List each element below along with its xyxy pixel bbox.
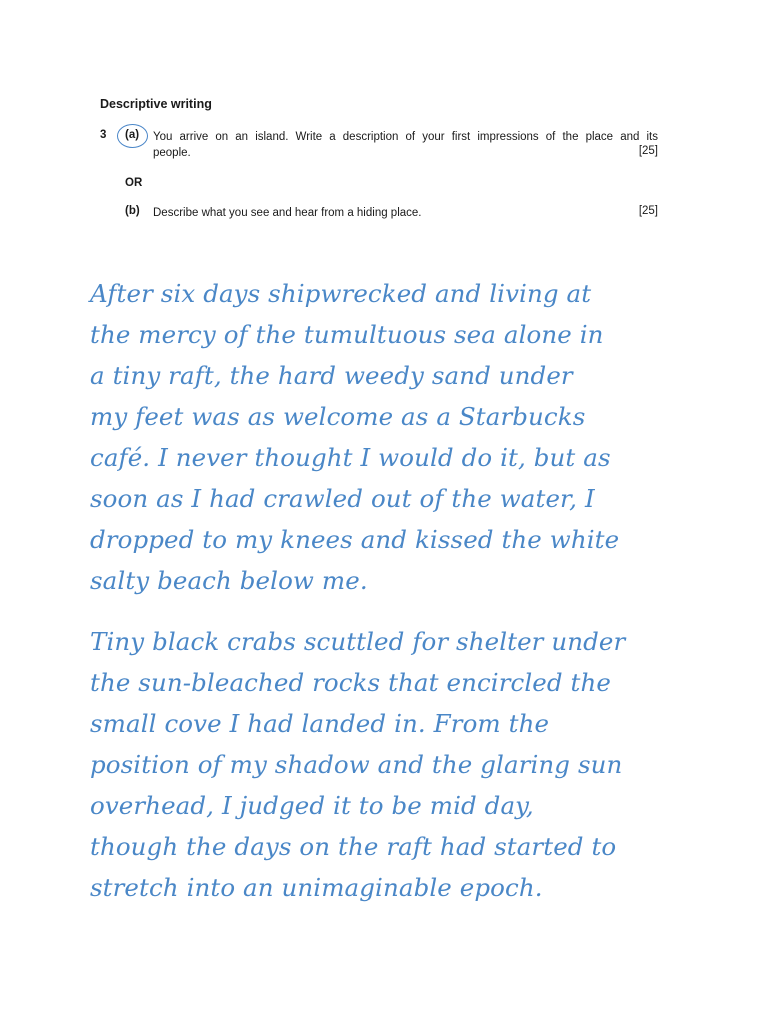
essay-line: soon as I had crawled out of the water, I — [90, 484, 595, 513]
part-b-text: Describe what you see and hear from a hiding place. — [153, 207, 422, 219]
part-a-text-line2: people. — [153, 147, 191, 159]
question-number: 3 — [100, 129, 107, 141]
part-a-text-line1: You arrive on an island. Write a description of your first impressions of the place and its — [153, 131, 658, 143]
essay-paragraph-1 — [90, 273, 730, 601]
or-label: OR — [125, 177, 143, 189]
essay-line: position of my shadow and the glaring sun — [90, 750, 623, 779]
handwritten-essay — [90, 273, 730, 908]
essay-line: the sun-bleached rocks that encircled the — [90, 668, 611, 697]
essay-line: salty beach below me. — [90, 566, 368, 595]
part-b-label: (b) — [125, 205, 140, 217]
essay-line: stretch into an unimaginable epoch. — [90, 873, 543, 902]
essay-line: though the days on the raft had started to — [90, 832, 617, 861]
part-b-marks: [25] — [638, 205, 658, 217]
essay-line: After six days shipwrecked and living at — [90, 279, 592, 308]
essay-line: café. I never thought I would do it, but as — [90, 443, 611, 472]
essay-line: the mercy of the tumultuous sea alone in — [90, 320, 604, 349]
paragraph-gap — [90, 601, 730, 621]
essay-line: small cove I had landed in. From the — [90, 709, 550, 738]
essay-paragraph-2 — [90, 621, 730, 908]
essay-line: my feet was as welcome as a Starbucks — [90, 402, 586, 431]
essay-line: dropped to my knees and kissed the white — [90, 525, 620, 554]
essay-line: Tiny black crabs scuttled for shelter under — [90, 627, 626, 656]
essay-line: overhead, I judged it to be mid day, — [90, 791, 534, 820]
section-title: Descriptive writing — [100, 97, 212, 111]
essay-line: a tiny raft, the hard weedy sand under — [90, 361, 573, 390]
part-a-marks: [25] — [638, 145, 658, 157]
part-a-label: (a) — [125, 129, 140, 141]
